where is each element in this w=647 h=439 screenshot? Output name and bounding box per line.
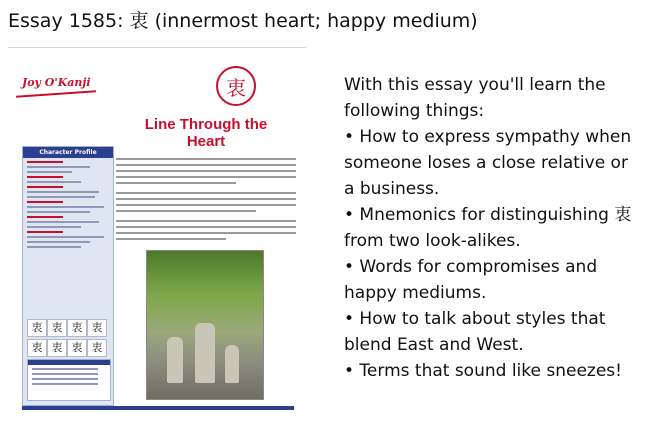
joy-o-kanji-logo: Joy O'Kanji [22,76,91,89]
page-footer-bar [22,406,294,410]
profile-line [27,201,63,203]
stroke-cell: 衷 [67,319,87,337]
stroke-cell: 衷 [47,319,67,337]
profile-line [27,216,63,218]
profile-line [27,241,90,243]
body-text-line [116,220,296,222]
profile-line [27,206,104,208]
profile-line [27,231,63,233]
profile-line [27,161,63,163]
stroke-order-grid [27,319,105,357]
profile-line [27,226,81,228]
body-text-line [116,198,296,200]
profile-line [27,166,90,168]
body-text-line [116,226,296,228]
essay-heading: Line Through the Heart [144,116,268,150]
gravestone [167,337,183,383]
profile-title: Character Profile [23,147,113,158]
profile-line [27,196,95,198]
bullet-item: • Words for compromises and happy mediums. [344,257,598,303]
gravestone [225,345,239,383]
body-text-line [116,176,296,178]
character-profile-panel [22,146,114,406]
profile-line [27,221,99,223]
stroke-cell: 衷 [87,339,107,357]
profile-line [27,211,90,213]
body-text-line [116,182,236,184]
cemetery-photo [146,250,264,400]
profile-line [27,181,81,183]
bullet-item: • Terms that sound like sneezes! [344,361,622,381]
profile-line [27,171,72,173]
kanji-emblem: 衷 [216,66,256,106]
bullet-item: • How to express sympathy when someone loses a close relative or a business. [344,127,632,199]
learning-list [344,72,640,384]
gravestone [195,323,215,383]
intro-text: With this essay you'll learn the following things: [344,75,606,121]
essay-thumbnail[interactable] [8,47,306,416]
body-text-line [116,210,256,212]
profile-line [27,191,99,193]
essay-title: Essay 1585: 衷 (innermost heart; happy medium) [8,10,478,32]
learn-all-box [27,359,111,401]
body-text-line [116,204,296,206]
stroke-cell: 衷 [67,339,87,357]
body-text-line [116,164,296,166]
stroke-cell: 衷 [27,319,47,337]
profile-line [27,176,63,178]
bullet-item: • How to talk about styles that blend East and West. [344,309,606,355]
profile-line [27,236,104,238]
logo-swoosh [16,90,96,98]
profile-line [27,186,63,188]
body-text-line [116,158,296,160]
body-text-line [116,238,226,240]
bullet-item: • Mnemonics for distinguishing 衷 from two look-alikes. [344,205,632,251]
stroke-cell: 衷 [47,339,67,357]
stroke-cell: 衷 [87,319,107,337]
profile-line [27,246,81,248]
stroke-cell: 衷 [27,339,47,357]
body-text-line [116,192,296,194]
body-text-line [116,170,296,172]
body-text-line [116,232,296,234]
